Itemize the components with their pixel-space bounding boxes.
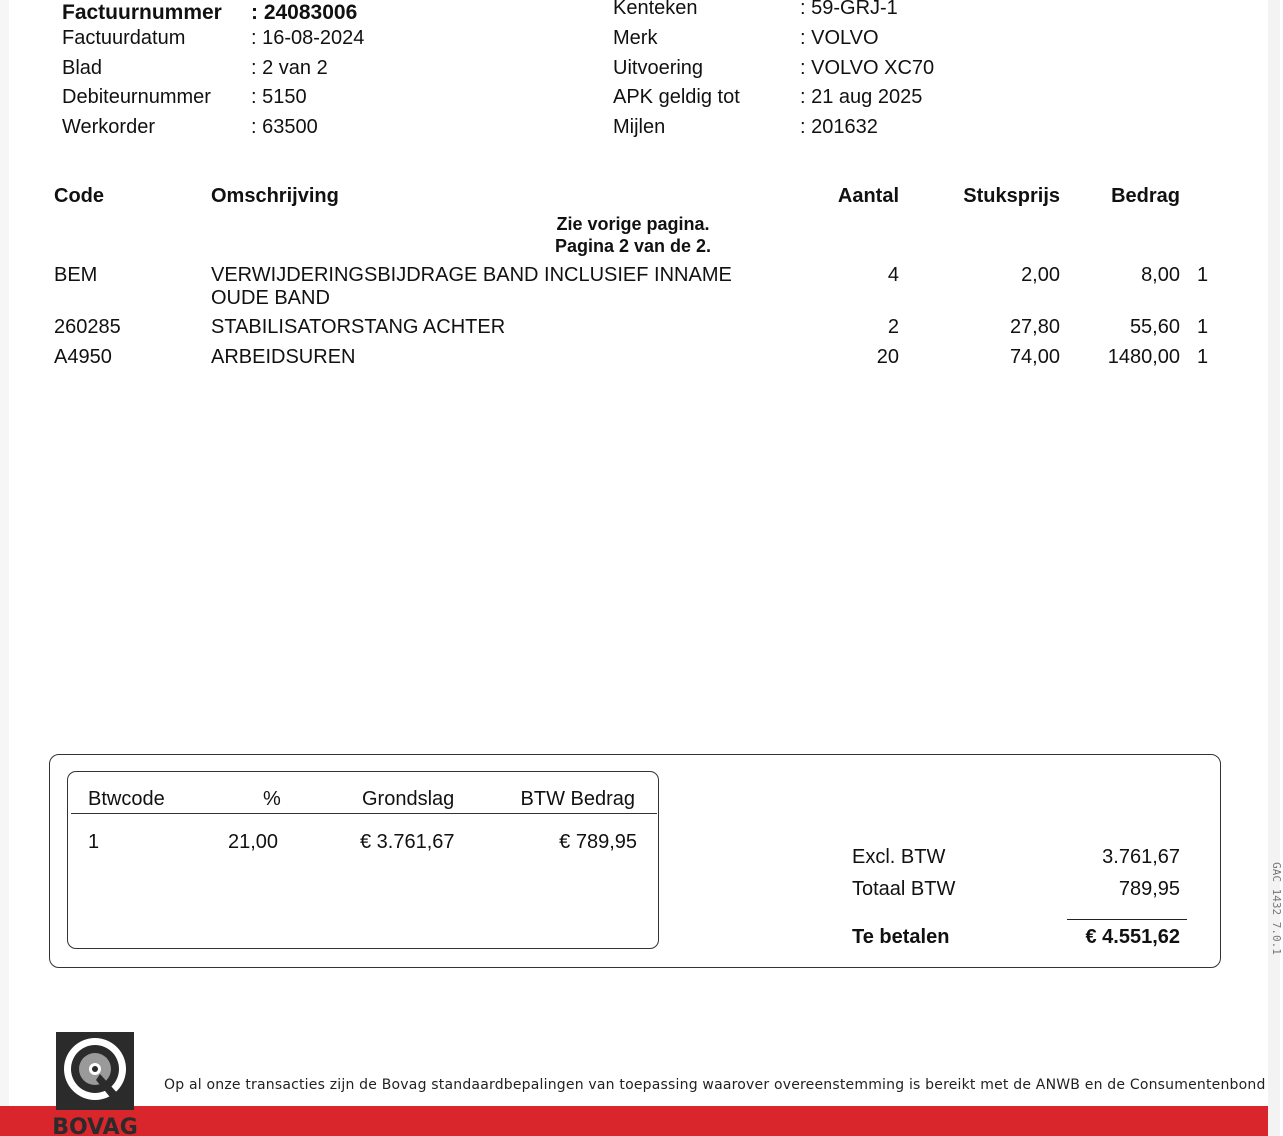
row-description: ARBEIDSUREN bbox=[211, 346, 356, 368]
row-description-cont: OUDE BAND bbox=[211, 287, 330, 309]
row-description: VERWIJDERINGSBIJDRAGE BAND INCLUSIEF INNAME bbox=[211, 264, 732, 286]
row-vat-code: 1 bbox=[1197, 264, 1209, 286]
total-divider bbox=[1067, 919, 1187, 920]
model-value: : VOLVO XC70 bbox=[800, 57, 935, 79]
total-vat-label: Totaal BTW bbox=[852, 878, 956, 900]
row-quantity: 2 bbox=[887, 316, 899, 338]
sheet-label: Blad bbox=[62, 57, 103, 79]
col-header-quantity: Aantal bbox=[837, 185, 899, 207]
col-header-code: Code bbox=[54, 185, 104, 207]
vat-row-base: € 3.761,67 bbox=[360, 831, 455, 853]
model-label: Uitvoering bbox=[613, 57, 704, 79]
form-code: GAC 1432 7.0.1 bbox=[1269, 862, 1283, 955]
vat-col-amount: BTW Bedrag bbox=[520, 788, 635, 810]
page-edge-right bbox=[1268, 0, 1280, 1136]
work-order-label: Werkorder bbox=[62, 116, 155, 138]
invoice-number-value: : 24083006 bbox=[251, 1, 358, 24]
row-amount: 1480,00 bbox=[1107, 346, 1180, 368]
debtor-number-value: : 5150 bbox=[251, 86, 307, 108]
row-unit-price: 27,80 bbox=[1009, 316, 1060, 338]
brand-value: : VOLVO bbox=[800, 27, 879, 49]
vat-header-divider bbox=[71, 813, 657, 814]
vat-row-code: 1 bbox=[88, 831, 100, 853]
row-code: BEM bbox=[54, 264, 98, 286]
continued-notice: Zie vorige pagina. bbox=[556, 214, 710, 234]
excl-vat-label: Excl. BTW bbox=[852, 846, 946, 868]
sheet-value: : 2 van 2 bbox=[251, 57, 328, 79]
page-edge-left bbox=[0, 0, 9, 1136]
row-amount: 8,00 bbox=[1141, 264, 1180, 286]
row-vat-code: 1 bbox=[1197, 346, 1209, 368]
row-quantity: 20 bbox=[876, 346, 899, 368]
mileage-label: Mijlen bbox=[613, 116, 666, 138]
row-vat-code: 1 bbox=[1197, 316, 1209, 338]
logo-text: BOVAG bbox=[52, 1115, 138, 1136]
row-amount: 55,60 bbox=[1129, 316, 1180, 338]
license-plate-value: : 59-GRJ-1 bbox=[800, 0, 898, 19]
vat-col-percent: % bbox=[263, 788, 281, 810]
mileage-value: : 201632 bbox=[800, 116, 878, 138]
apk-valid-value: : 21 aug 2025 bbox=[800, 86, 923, 108]
invoice-date-label: Factuurdatum bbox=[62, 27, 186, 49]
col-header-description: Omschrijving bbox=[211, 185, 339, 207]
row-description: STABILISATORSTANG ACHTER bbox=[211, 316, 506, 338]
col-header-unit-price: Stuksprijs bbox=[963, 185, 1060, 207]
page-notice: Pagina 2 van de 2. bbox=[554, 236, 712, 256]
invoice-date-value: : 16-08-2024 bbox=[251, 27, 365, 49]
footer-red-band bbox=[0, 1106, 1268, 1136]
total-vat-value: 789,95 bbox=[1118, 878, 1180, 900]
vat-row-amount: € 789,95 bbox=[559, 831, 637, 853]
row-code: A4950 bbox=[54, 346, 112, 368]
vat-col-base: Grondslag bbox=[362, 788, 455, 810]
col-header-amount: Bedrag bbox=[1111, 185, 1180, 207]
work-order-value: : 63500 bbox=[251, 116, 318, 138]
invoice-number-label: Factuurnummer bbox=[62, 1, 222, 24]
vat-row-percent: 21,00 bbox=[228, 831, 279, 853]
amount-due-label: Te betalen bbox=[852, 926, 950, 948]
bovag-logo bbox=[52, 1032, 138, 1136]
row-quantity: 4 bbox=[887, 264, 899, 286]
apk-valid-label: APK geldig tot bbox=[613, 86, 740, 108]
row-unit-price: 2,00 bbox=[1021, 264, 1060, 286]
row-unit-price: 74,00 bbox=[1009, 346, 1060, 368]
license-plate-label: Kenteken bbox=[613, 0, 698, 19]
amount-due-value: € 4.551,62 bbox=[1085, 926, 1180, 948]
vat-col-code: Btwcode bbox=[88, 788, 165, 810]
debtor-number-label: Debiteurnummer bbox=[62, 86, 211, 108]
excl-vat-value: 3.761,67 bbox=[1102, 846, 1180, 868]
brand-label: Merk bbox=[613, 27, 658, 49]
row-code: 260285 bbox=[54, 316, 121, 338]
terms-notice: Op al onze transacties zijn de Bovag standaardbepalingen van toepassing waarover overeenstemming is bereikt met de ANWB en de Consumentenbond bbox=[164, 1077, 1266, 1093]
